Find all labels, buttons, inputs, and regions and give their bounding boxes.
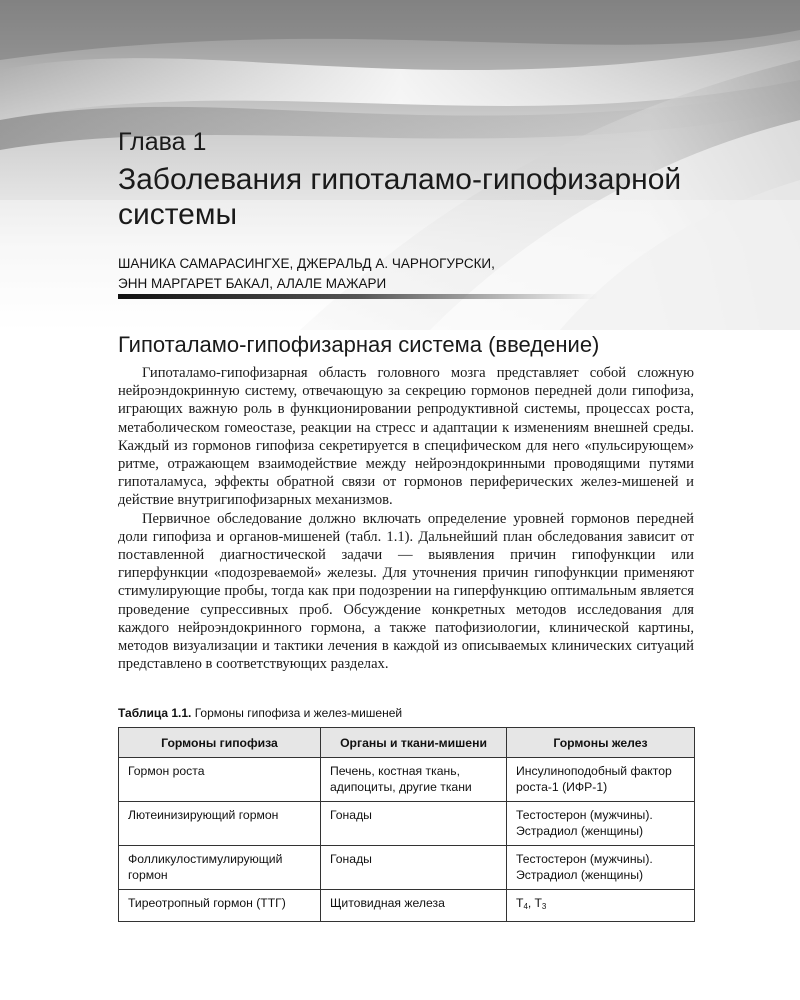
- t3-base: T: [534, 896, 542, 910]
- table-row: [119, 802, 695, 846]
- table-caption-label: Таблица 1.1.: [118, 706, 192, 720]
- t-separator: ,: [527, 896, 535, 910]
- table-caption-text: Гормоны гипофиза и желез-мишеней: [191, 706, 403, 720]
- table-cell: Тестостерон (мужчины). Эстрадиол (женщины): [507, 802, 695, 846]
- chapter-label: Глава 1: [118, 128, 207, 156]
- authors-line-1: ШАНИКА САМАРАСИНГХЕ, ДЖЕРАЛЬД А. ЧАРНОГУРСКИ,: [118, 256, 495, 271]
- table-cell: Гонады: [321, 846, 507, 890]
- t4-subscript: 4: [523, 902, 528, 911]
- table-cell-thyroid-hormones: [507, 890, 695, 922]
- table-cell: Инсулиноподобный фактор роста-1 (ИФР-1): [507, 758, 695, 802]
- paragraph-2: Первичное обследование должно включать определение уровней гормонов передней доли гипофиза и органов-мишеней (табл. 1.1). Дальнейший план обследования зависит от поставленной диагностической задачи — выявления причин гипофункции или гиперфункции «подозреваемой» железы. Для уточнения причин гипофункции применяют стимулирующие пробы, тогда как при подозрении на гиперфункцию оптимальным является проведение супрессивных проб. Обсуждение конкретных методов исследования для каждого нейроэндокринного гормона, а также патофизиологии, клинической картины, методов визуализации и тактики лечения в каждой из описываемых клинических ситуаций представлено в соответствующих разделах.: [118, 510, 694, 673]
- header-pituitary-hormones: Гормоны гипофиза: [119, 728, 321, 758]
- t4-base: T: [516, 896, 524, 910]
- authors: [118, 254, 495, 294]
- section-divider: [118, 294, 598, 299]
- table-cell: Фолликулостимулирующий гормон: [119, 846, 321, 890]
- table-header-row: [119, 728, 695, 758]
- header-gland-hormones: Гормоны желез: [507, 728, 695, 758]
- header-target-organs: Органы и ткани-мишени: [321, 728, 507, 758]
- table-cell: Гормон роста: [119, 758, 321, 802]
- table-cell: Печень, костная ткань, адипоциты, другие ткани: [321, 758, 507, 802]
- t3-subscript: 3: [541, 902, 547, 911]
- table-cell: Тиреотропный гормон (ТТГ): [119, 890, 321, 922]
- chapter-title: Заболевания гипоталамо-гипофизарной системы: [118, 163, 682, 231]
- table-cell: Лютеинизирующий гормон: [119, 802, 321, 846]
- hormones-table: [118, 727, 695, 922]
- paragraph-1: Гипоталамо-гипофизарная область головного мозга представляет собой сложную нейроэндокринную систему, отвечающую за секрецию гормонов передней доли гипофиза, играющих важную роль в функционировании репродуктивной системы, процессах роста, метаболическом гомеостазе, реакции на стресс и адаптации к изменениям внешней среды. Каждый из гормонов гипофиза секретируется в специфическом для него «пульсирующем» ритме, отражающем взаимодействие между нейроэндокринными проводящими путями гипоталамуса, эффекты обратной связи от гормонов периферических желез-мишеней и действие внутригипофизарных механизмов.: [118, 365, 694, 509]
- body-text: [118, 364, 694, 673]
- section-title: Гипоталамо-гипофизарная система (введение): [118, 332, 600, 357]
- table-cell: Гонады: [321, 802, 507, 846]
- table-row: [119, 758, 695, 802]
- table-row: [119, 890, 695, 922]
- table-cell: Тестостерон (мужчины). Эстрадиол (женщины): [507, 846, 695, 890]
- table-caption: [118, 706, 402, 720]
- table-cell: Щитовидная железа: [321, 890, 507, 922]
- table-row: [119, 846, 695, 890]
- authors-line-2: ЭНН МАРГАРЕТ БАКАЛ, АЛАЛЕ МАЖАРИ: [118, 276, 387, 291]
